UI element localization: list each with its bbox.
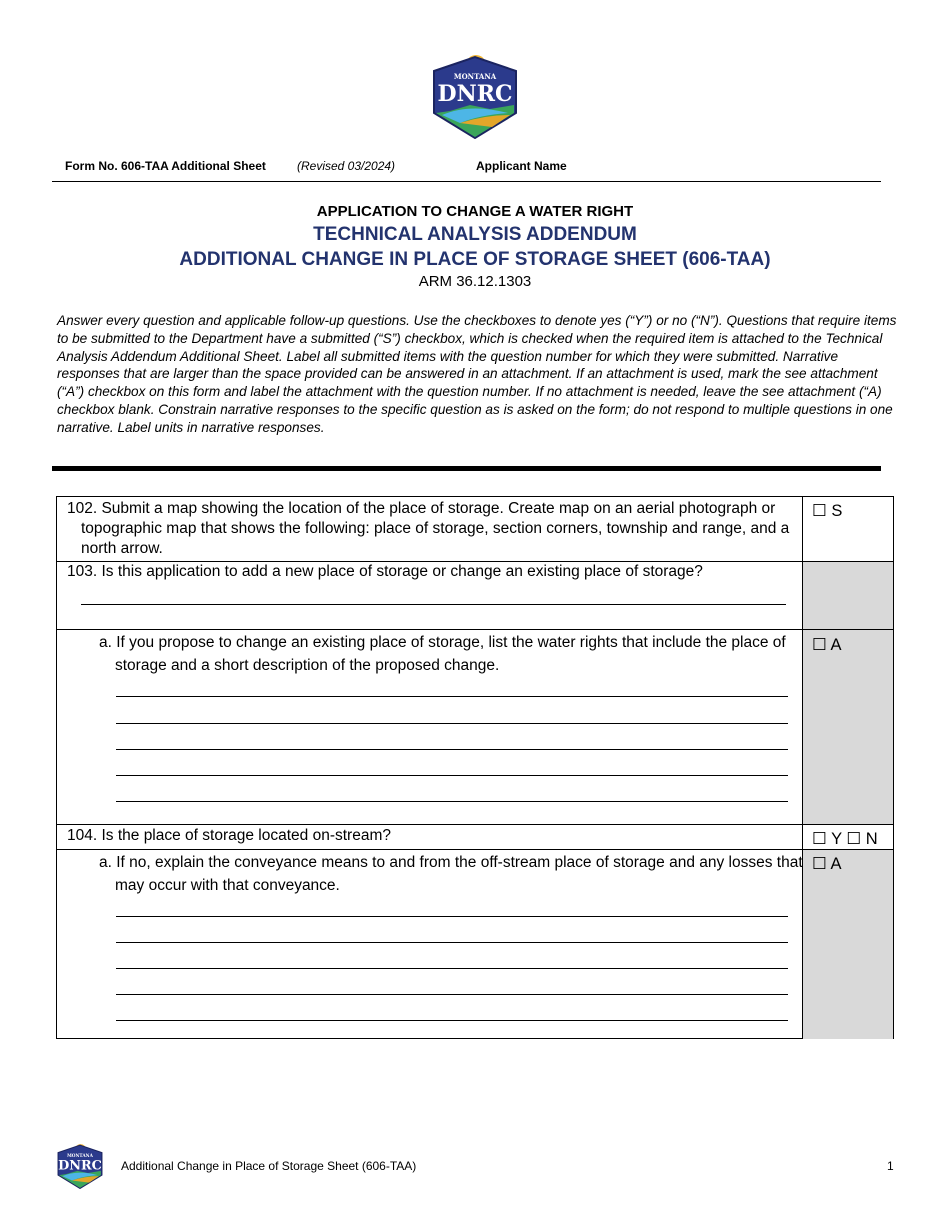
svg-text:DNRC: DNRC: [58, 1158, 102, 1174]
svg-text:MONTANA: MONTANA: [453, 72, 497, 81]
form-number: Form No. 606-TAA Additional Sheet: [65, 159, 266, 173]
question-104a: a. If no, explain the conveyance means to and from the off-stream place of storage and any losses that may occur with that conveyance.: [99, 854, 803, 894]
answer-line-103a[interactable]: [116, 696, 788, 697]
shaded-cell: [803, 629, 893, 824]
answer-line-104a[interactable]: [116, 942, 788, 943]
revision-date: (Revised 03/2024): [297, 159, 396, 173]
row-divider: [57, 629, 893, 630]
question-103a: a. If you propose to change an existing place of storage, list the water rights that include the place of storage and a short description of the proposed change.: [99, 634, 786, 674]
dnrc-footer-logo: [55, 1143, 105, 1189]
answer-line-103a[interactable]: [116, 723, 788, 724]
answer-line-103a[interactable]: [116, 775, 788, 776]
yes-no-checkbox-104[interactable]: ☐ Y ☐ N: [812, 830, 878, 848]
header-divider: [52, 181, 881, 182]
row-divider: [57, 824, 893, 825]
svg-text:MONTANA: MONTANA: [67, 1153, 93, 1159]
answer-line-104a[interactable]: [116, 994, 788, 995]
answer-line-103a[interactable]: [116, 801, 788, 802]
question-103: 103. Is this application to add a new place of storage or change an existing place of storage?: [67, 563, 703, 580]
footer-title: Additional Change in Place of Storage Sheet (606-TAA): [121, 1159, 417, 1173]
answer-line-103[interactable]: [81, 604, 786, 605]
row-divider: [57, 849, 893, 850]
shaded-cell: [803, 562, 893, 629]
submitted-checkbox-102[interactable]: ☐ S: [812, 502, 843, 520]
form-title: APPLICATION TO CHANGE A WATER RIGHT: [316, 203, 634, 220]
answer-line-104a[interactable]: [116, 1020, 788, 1021]
answer-line-104a[interactable]: [116, 968, 788, 969]
question-102: 102. Submit a map showing the location of the place of storage. Create map on an aerial photograph or topographic map that shows the following: place of storage, section corners, township and range, and a north arrow.: [67, 500, 790, 557]
page-number: 1: [887, 1159, 894, 1173]
shaded-cell: [803, 849, 893, 1039]
answer-line-104a[interactable]: [116, 916, 788, 917]
sheet-title: ADDITIONAL CHANGE IN PLACE OF STORAGE SHEET (606-TAA): [179, 249, 771, 270]
answer-line-103a[interactable]: [116, 749, 788, 750]
svg-text:DNRC: DNRC: [437, 81, 513, 107]
questions-table: [56, 496, 894, 1039]
column-divider: [802, 497, 803, 1038]
applicant-name-label: Applicant Name: [476, 159, 567, 173]
attachment-checkbox-104a[interactable]: ☐ A: [812, 855, 842, 873]
section-divider: [52, 466, 881, 471]
dnrc-logo: [430, 53, 520, 139]
form-subtitle: TECHNICAL ANALYSIS ADDENDUM: [313, 224, 637, 245]
instructions-paragraph: Answer every question and applicable follow-up questions. Use the checkboxes to denote yes (“Y”) or no (“N”). Questions that require items to be submitted to the Department have a submitted (“S”) checkbox, which is checked when the required item is attached to the Technical Analysis Addendum Additional Sheet. Label all submitted items with the question number for which they were submitted. Narrative responses that are larger than the space provided can be answered in an attachment. If an attachment is used, mark the see attachment (“A”) checkbox on this form and label the attachment with the question number. If no attachment is needed, leave the see attachment (“A) checkbox blank. Constrain narrative responses to the specific question as is asked on the form; do not respond to multiple questions in one narrative. Label units in narrative responses.: [57, 313, 897, 435]
arm-reference: ARM 36.12.1303: [418, 273, 532, 290]
question-104: 104. Is the place of storage located on-stream?: [67, 827, 391, 844]
attachment-checkbox-103a[interactable]: ☐ A: [812, 636, 842, 654]
